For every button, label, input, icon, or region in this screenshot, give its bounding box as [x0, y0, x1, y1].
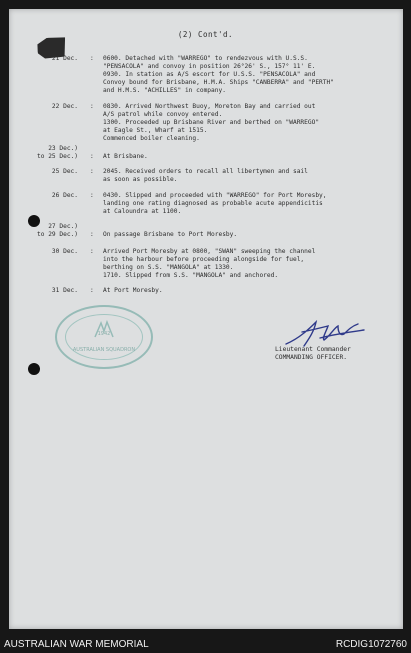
entry-colon: : [90, 231, 94, 238]
entry-text: 0830. Arrived Northwest Buoy, Moreton Bay and carried out A/S patrol while convoy entered. 1300. Proceeded up Brisbane River and berthed on "WARREGO" at Eagle St., Wharf at 1515. Commenced boiler cleaning. [103, 103, 320, 143]
entry-date: 22 Dec. [51, 103, 78, 110]
signature-block [275, 346, 351, 362]
archive-footer [0, 636, 411, 653]
entry-text: At Brisbane. [103, 153, 148, 160]
entry-text: On passage Brisbane to Port Moresby. [103, 231, 238, 238]
entry-text: 0600. Detached with "WARREGO" to rendezvous with U.S.S. "PENSACOLA" and convoy in position 26°26' S., 157° 11' E. 0930. In station as A/S escort for U.S.S. "PENSACOLA" and Convoy bound for Brisbane, H.M.A. Ships "CANBERRA" and "PERTH" and H.M.S. "ACHILLES" in company. [103, 55, 334, 95]
entry-text: 0430. Slipped and proceeded with "WARREGO" for Port Moresby, landing one rating diagnosed as probable acute appendicitis at Caloundra at 1100. [103, 192, 327, 216]
entry-date: 30 Dec. [51, 248, 78, 255]
entry-date: 31 Dec. [51, 287, 78, 294]
page-continuation-header: (2) Cont'd. [177, 30, 234, 39]
entry-colon: : [90, 287, 94, 294]
entry-date-from: 27 Dec.) [48, 223, 78, 230]
entry-colon: : [90, 248, 94, 255]
signatory-title: COMMANDING OFFICER. [275, 354, 348, 361]
punch-hole-bottom [28, 363, 40, 375]
punch-hole-top [28, 215, 40, 227]
entry-date: 25 Dec. [51, 168, 78, 175]
entry-date: 26 Dec. [51, 192, 78, 199]
entry-colon: : [90, 103, 94, 110]
entry-text: Arrived Port Moresby at 0800, "SWAN" sweeping the channel into the harbour before proceeding alongside for fuel, berthing on S.S. "MANGOLA" at 1330. 1710. Slipped from S.S. "MANGOLA" and anchored. [103, 248, 316, 280]
stamp-date: 1942 [97, 331, 111, 337]
stamp-text: AUSTRALIAN SQUADRON [72, 347, 136, 353]
entry-colon: : [90, 192, 94, 199]
entry-date-from: 23 Dec.) [48, 145, 78, 152]
entry-colon: : [90, 55, 94, 62]
record-id: RCDIG1072760 [335, 639, 407, 650]
entry-text: 2045. Received orders to recall all libertymen and sail as soon as possible. [103, 168, 308, 184]
institution-name: AUSTRALIAN WAR MEMORIAL [4, 639, 149, 650]
official-stamp [55, 305, 153, 369]
entry-date-to: to 29 Dec.) [37, 231, 78, 238]
entry-text: At Port Moresby. [103, 287, 163, 294]
entry-date-to: to 25 Dec.) [37, 153, 78, 160]
signatory-rank: Lieutenant Commander [275, 346, 351, 353]
entry-colon: : [90, 153, 94, 160]
entry-date: 21 Dec. [51, 55, 78, 62]
stamp-emblem-icon [91, 319, 117, 341]
entry-colon: : [90, 168, 94, 175]
